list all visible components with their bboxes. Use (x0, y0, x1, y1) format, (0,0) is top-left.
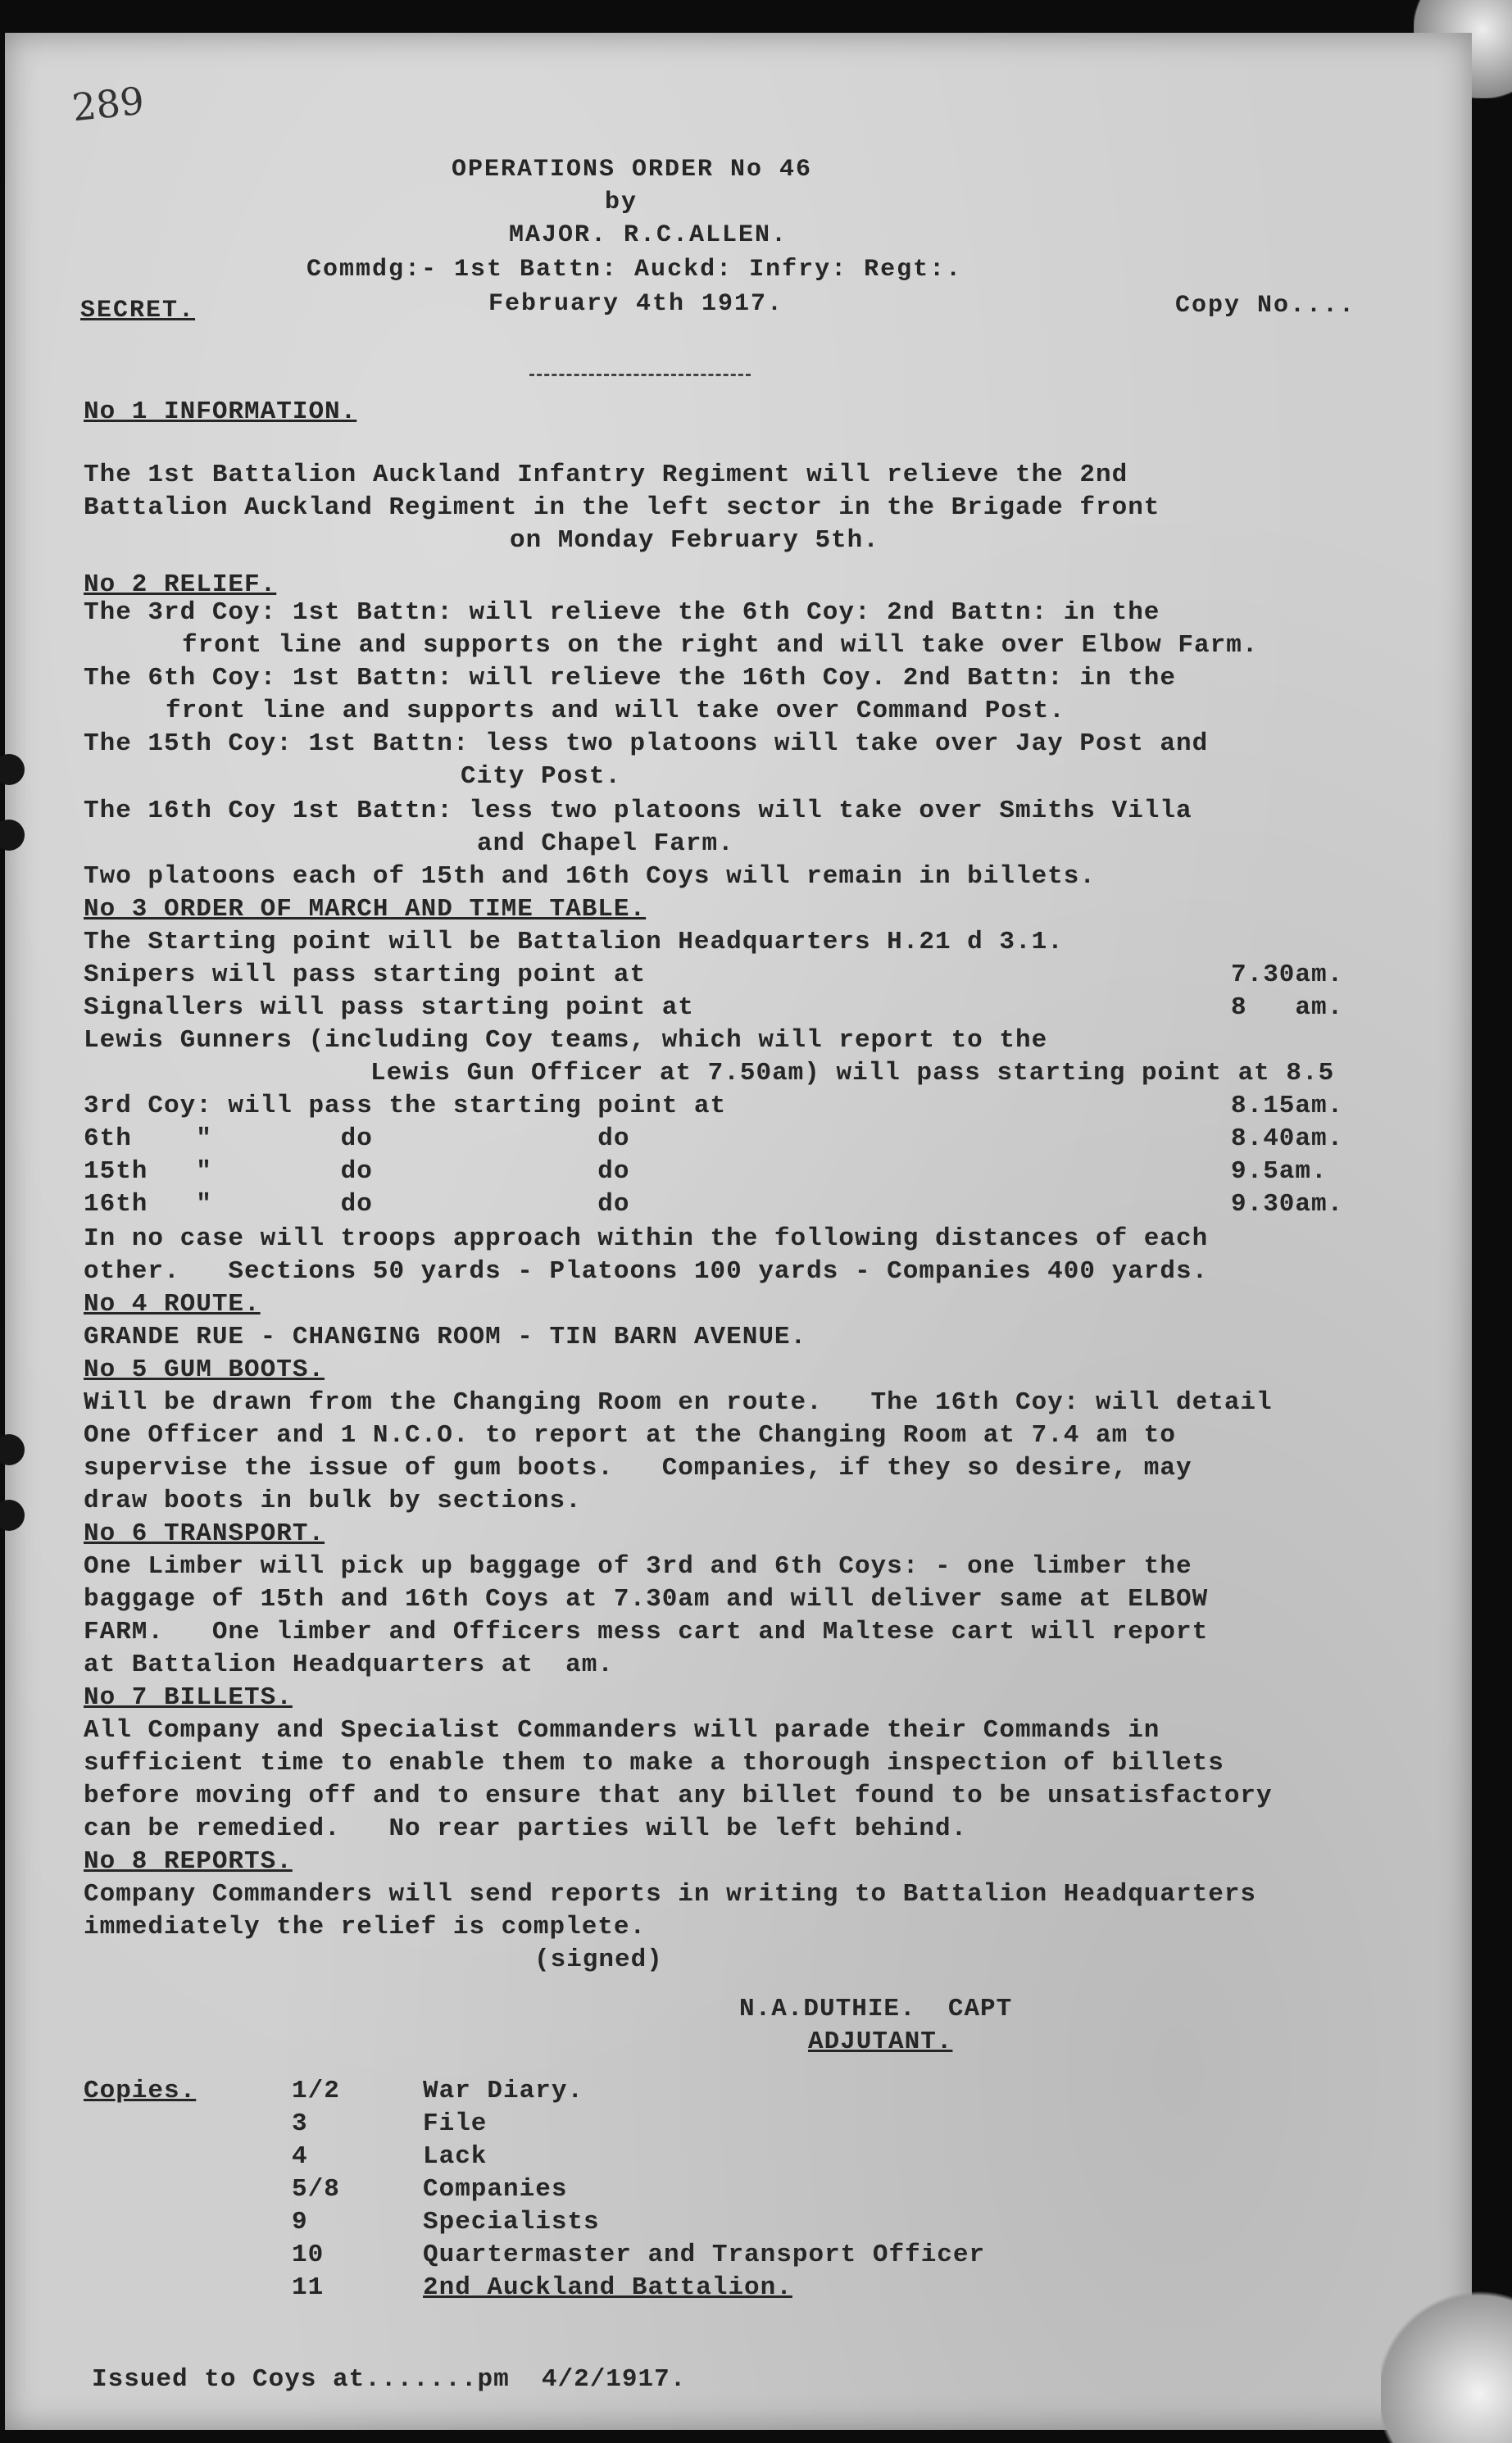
text-line: FARM. One limber and Officers mess cart and Maltese cart will report (84, 1618, 1209, 1646)
copy-recipient: Specialists (423, 2208, 600, 2236)
text-line: The 6th Coy: 1st Battn: will relieve the 16th Coy. 2nd Battn: in the (84, 664, 1177, 692)
order-by: by (605, 188, 638, 216)
timetable-label: 15th " do do (84, 1157, 630, 1186)
text-line: draw boots in bulk by sections. (84, 1487, 582, 1515)
copy-no: 11 (292, 2273, 325, 2302)
timetable-time: 9.5am. (1231, 1157, 1328, 1186)
section-heading: No 1 INFORMATION. (84, 397, 357, 426)
page-number: 289 (70, 78, 147, 130)
document-page (5, 33, 1472, 2430)
text-line: The 1st Battalion Auckland Infantry Regiment will relieve the 2nd (84, 461, 1128, 489)
order-command: Commdg:- 1st Battn: Auckd: Infry: Regt:. (306, 256, 963, 284)
text-line: Will be drawn from the Changing Room en route. The 16th Coy: will detail (84, 1388, 1273, 1417)
timetable-label: Snipers will pass starting point at (84, 960, 647, 989)
section-heading: No 4 ROUTE. (84, 1290, 261, 1319)
timetable-label: Lewis Gunners (including Coy teams, which will report to the (84, 1026, 1048, 1055)
copies-label: Copies. (84, 2077, 197, 2105)
text-line: immediately the relief is complete. (84, 1913, 647, 1941)
text-line: One Limber will pick up baggage of 3rd and 6th Coys: - one limber the (84, 1552, 1192, 1581)
text-line: The 16th Coy 1st Battn: less two platoons will take over Smiths Villa (84, 797, 1192, 825)
copy-no: 4 (292, 2142, 308, 2171)
text-line: before moving off and to ensure that any billet found to be unsatisfactory (84, 1782, 1273, 1810)
timetable-time: 7.30am. (1231, 960, 1344, 989)
signatory-name: N.A.DUTHIE. CAPT (739, 1995, 1013, 2023)
text-line: at Battalion Headquarters at am. (84, 1651, 614, 1679)
text-line: front line and supports and will take over Command Post. (166, 697, 1065, 725)
text-line: The 3rd Coy: 1st Battn: will relieve the 6th Coy: 2nd Battn: in the (84, 598, 1160, 627)
copy-recipient: 2nd Auckland Battalion. (423, 2273, 792, 2302)
text-line: Two platoons each of 15th and 16th Coys will remain in billets. (84, 862, 1096, 891)
timetable-label: 3rd Coy: will pass the starting point at (84, 1092, 727, 1120)
text-line: can be remedied. No rear parties will be left behind. (84, 1814, 968, 1843)
text-line: City Post. (461, 762, 622, 791)
text-line: sufficient time to enable them to make a thorough inspection of billets (84, 1749, 1224, 1778)
section-heading: No 8 REPORTS. (84, 1847, 293, 1876)
timetable-time: 8 am. (1231, 993, 1344, 1022)
copy-no: 9 (292, 2208, 308, 2236)
copy-number: Copy No.... (1175, 292, 1356, 320)
copy-recipient: War Diary. (423, 2077, 584, 2105)
text-line: All Company and Specialist Commanders will parade their Commands in (84, 1716, 1160, 1745)
order-date: February 4th 1917. (488, 290, 784, 318)
section-heading: No 5 GUM BOOTS. (84, 1355, 325, 1384)
section-heading: No 3 ORDER OF MARCH AND TIME TABLE. (84, 895, 647, 924)
order-author: MAJOR. R.C.ALLEN. (509, 221, 788, 249)
text-line: One Officer and 1 N.C.O. to report at the Changing Room at 7.4 am to (84, 1421, 1177, 1450)
copy-recipient: Quartermaster and Transport Officer (423, 2241, 986, 2269)
copy-recipient: Lack (423, 2142, 488, 2171)
text-line: and Chapel Farm. (477, 829, 734, 858)
signatory-title: ADJUTANT. (808, 2028, 953, 2056)
punch-hole (0, 1434, 25, 1465)
copy-no: 10 (292, 2241, 325, 2269)
copy-no: 3 (292, 2109, 308, 2138)
timetable-label: Lewis Gun Officer at 7.50am) will pass starting point at 8.5 (370, 1059, 1335, 1088)
text-line: The 15th Coy: 1st Battn: less two platoons will take over Jay Post and (84, 729, 1209, 758)
signed-note: (signed) (534, 1946, 663, 1974)
copy-no: 5/8 (292, 2175, 340, 2204)
copy-recipient: Companies (423, 2175, 568, 2204)
classification-secret: SECRET. (80, 297, 196, 325)
order-title: OPERATIONS ORDER No 46 (452, 156, 813, 184)
text-line: supervise the issue of gum boots. Companies, if they so desire, may (84, 1454, 1192, 1483)
punch-hole (0, 1500, 25, 1531)
header-rule (529, 374, 751, 376)
punch-hole (0, 820, 25, 851)
timetable-label: 6th " do do (84, 1124, 630, 1153)
text-line: baggage of 15th and 16th Coys at 7.30am and will deliver same at ELBOW (84, 1585, 1209, 1614)
section-heading: No 7 BILLETS. (84, 1683, 293, 1712)
text-line: front line and supports on the right and will take over Elbow Farm. (182, 631, 1259, 660)
timetable-label: Signallers will pass starting point at (84, 993, 694, 1022)
text-line: Company Commanders will send reports in writing to Battalion Headquarters (84, 1880, 1257, 1909)
copy-recipient: File (423, 2109, 488, 2138)
text-line: Battalion Auckland Regiment in the left sector in the Brigade front (84, 493, 1160, 522)
issued-note: Issued to Coys at.......pm 4/2/1917. (92, 2365, 687, 2394)
binder-clip (1381, 2279, 1512, 2443)
text-line: GRANDE RUE - CHANGING ROOM - TIN BARN AVENUE. (84, 1323, 807, 1351)
text-line: The Starting point will be Battalion Headquarters H.21 d 3.1. (84, 928, 1064, 956)
timetable-time: 8.15am. (1231, 1092, 1344, 1120)
copy-no: 1/2 (292, 2077, 340, 2105)
punch-hole (0, 754, 25, 785)
text-line: on Monday February 5th. (510, 526, 879, 555)
timetable-time: 8.40am. (1231, 1124, 1344, 1153)
text-line: In no case will troops approach within the following distances of each (84, 1224, 1209, 1253)
timetable-label: 16th " do do (84, 1190, 630, 1219)
section-heading: No 2 RELIEF. (84, 570, 277, 599)
text-line: other. Sections 50 yards - Platoons 100 yards - Companies 400 yards. (84, 1257, 1209, 1286)
section-heading: No 6 TRANSPORT. (84, 1519, 325, 1548)
timetable-time: 9.30am. (1231, 1190, 1344, 1219)
